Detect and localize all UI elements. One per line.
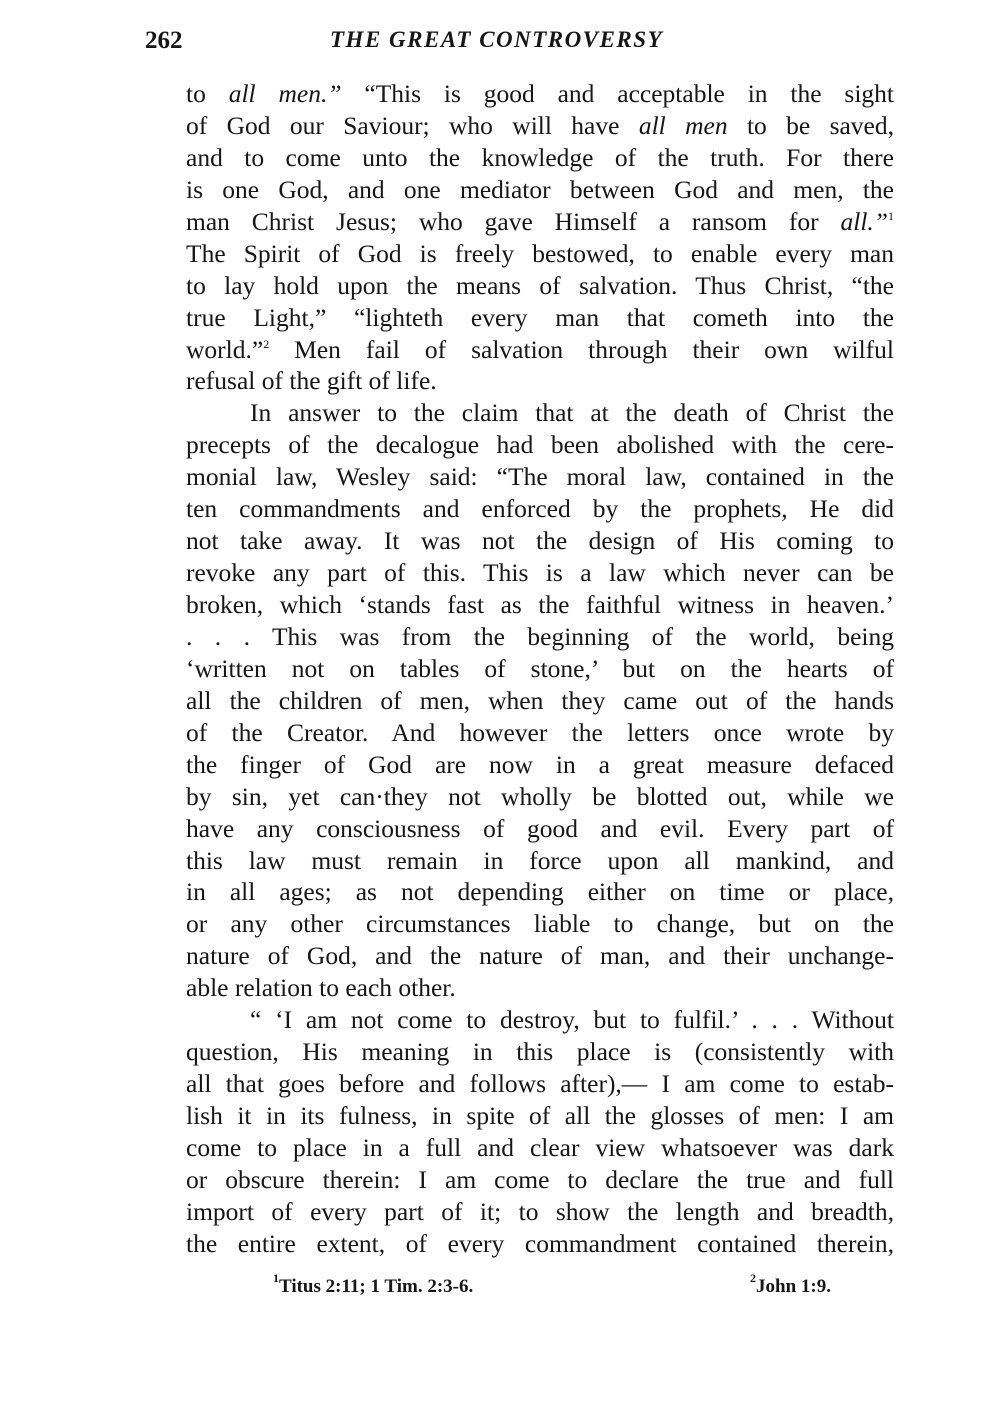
text-line [186, 302, 894, 334]
text-segment: broken, which ‘stands fast as the faithful witness in heaven.’ [186, 590, 894, 619]
text-segment: man Christ Jesus; who gave Himself a ransom for [186, 206, 841, 236]
text-line [186, 557, 894, 589]
text-segment: lish it in its fulness, in spite of all the glosses of men: I am [186, 1101, 894, 1130]
body-text [186, 78, 894, 1260]
text-line [186, 749, 894, 781]
text-line [186, 142, 894, 174]
text-line [186, 110, 894, 142]
text-line [186, 621, 894, 653]
text-line [186, 365, 894, 397]
running-title: THE GREAT CONTROVERSY [330, 27, 664, 52]
text-segment: true Light,” “lighteth every man that cometh into the [186, 302, 894, 332]
footnote-1-mark: 1 [273, 1271, 279, 1285]
text-segment: or obscure therein: I am come to declare the true and full [186, 1164, 894, 1194]
text-line [186, 940, 894, 972]
text-segment: import of every part of it; to show the length and breadth, [186, 1196, 894, 1226]
text-line [186, 589, 894, 621]
text-segment: of God our Saviour; who will have [186, 110, 639, 140]
text-segment: precepts of the decalogue had been abolished with the cere- [186, 430, 894, 460]
text-line [186, 717, 894, 749]
text-segment: all the children of men, when they came out of the hands [186, 685, 894, 715]
text-segment: to be saved, [727, 110, 894, 140]
text-segment: The Spirit of God is freely bestowed, to enable every man [186, 238, 894, 268]
text-segment: and to come unto the knowledge of the truth. For there [186, 142, 894, 172]
text-line [186, 206, 894, 238]
text-segment: or any other circumstances liable to change, but on the [186, 909, 894, 939]
text-segment: “This is good and acceptable in the sight [341, 79, 895, 108]
text-line [186, 1004, 894, 1036]
text-segment: able relation to each other. [186, 973, 456, 1003]
text-line [186, 972, 894, 1004]
text-line [186, 1228, 894, 1260]
text-line [186, 845, 894, 877]
text-line [186, 1100, 894, 1132]
text-segment: Men fail of salvation through their own wilful [269, 334, 894, 364]
text-line [186, 525, 894, 557]
text-segment: come to place in a full and clear view whatsoever was dark [186, 1132, 894, 1162]
text-segment: in all ages; as not depending either on time or place, [186, 877, 894, 907]
text-line [186, 334, 894, 366]
italic-text: all.” [840, 206, 888, 236]
footnote-ref: 2 [263, 336, 270, 351]
text-segment: “ ‘I am not come to destroy, but to fulfil.’ . . . Without [250, 1005, 894, 1035]
text-segment: by sin, yet can·they not wholly be blotted out, while we [186, 781, 894, 811]
text-segment: to lay hold upon the means of salvation. Thus Christ, “the [186, 270, 894, 300]
text-line [186, 653, 894, 685]
text-segment: all that goes before and follows after),— I am come to estab- [186, 1069, 894, 1099]
text-segment: refusal of the gift of life. [186, 366, 437, 396]
text-segment: . . . This was from the beginning of the world, being [186, 621, 894, 651]
text-segment: have any consciousness of good and evil. Every part of [186, 813, 894, 843]
text-segment: In answer to the claim that at the death of Christ the [250, 398, 894, 428]
text-line [186, 397, 894, 429]
page-number: 262 [145, 27, 183, 54]
text-segment: the finger of God are now in a great measure defaced [186, 749, 894, 779]
text-line [186, 1068, 894, 1100]
text-segment: to [186, 79, 229, 108]
footnote-2 [750, 1271, 831, 1298]
footnote-1-text: Titus 2:11; 1 Tim. 2:3-6. [279, 1276, 474, 1297]
text-line [186, 781, 894, 813]
text-line [186, 813, 894, 845]
text-line [186, 685, 894, 717]
text-line [186, 78, 894, 110]
footnote-1 [273, 1271, 474, 1298]
text-line [186, 876, 894, 908]
text-segment: ten commandments and enforced by the prophets, He did [186, 494, 894, 524]
italic-text: all men.” [228, 79, 342, 108]
text-segment: nature of God, and the nature of man, and their unchange- [186, 941, 894, 971]
text-line [186, 174, 894, 206]
text-segment: this law must remain in force upon all mankind, and [186, 845, 894, 875]
text-segment: revoke any part of this. This is a law which never can be [186, 558, 894, 588]
text-segment: world.” [186, 334, 264, 364]
text-segment: not take away. It was not the design of His coming to [186, 526, 894, 556]
text-line [186, 1036, 894, 1068]
text-segment: ‘written not on tables of stone,’ but on the hearts of [186, 653, 894, 683]
text-segment: the entire extent, of every commandment contained therein, [186, 1228, 894, 1258]
text-line [186, 238, 894, 270]
text-line [186, 1132, 894, 1164]
text-segment: monial law, Wesley said: “The moral law, contained in the [186, 462, 894, 492]
italic-text: all men [638, 110, 728, 140]
text-line [186, 461, 894, 493]
text-line [186, 1164, 894, 1196]
footnote-2-mark: 2 [750, 1271, 756, 1285]
text-line [186, 270, 894, 302]
text-segment: of the Creator. And however the letters once wrote by [186, 717, 894, 747]
text-line [186, 908, 894, 940]
footnote-2-text: John 1:9. [756, 1276, 831, 1297]
text-line [186, 1196, 894, 1228]
text-line [186, 429, 894, 461]
text-segment: is one God, and one mediator between God and men, the [186, 174, 894, 204]
footnote-ref: 1 [888, 208, 894, 223]
text-line [186, 493, 894, 525]
text-segment: question, His meaning in this place is (consistently with [186, 1037, 894, 1067]
